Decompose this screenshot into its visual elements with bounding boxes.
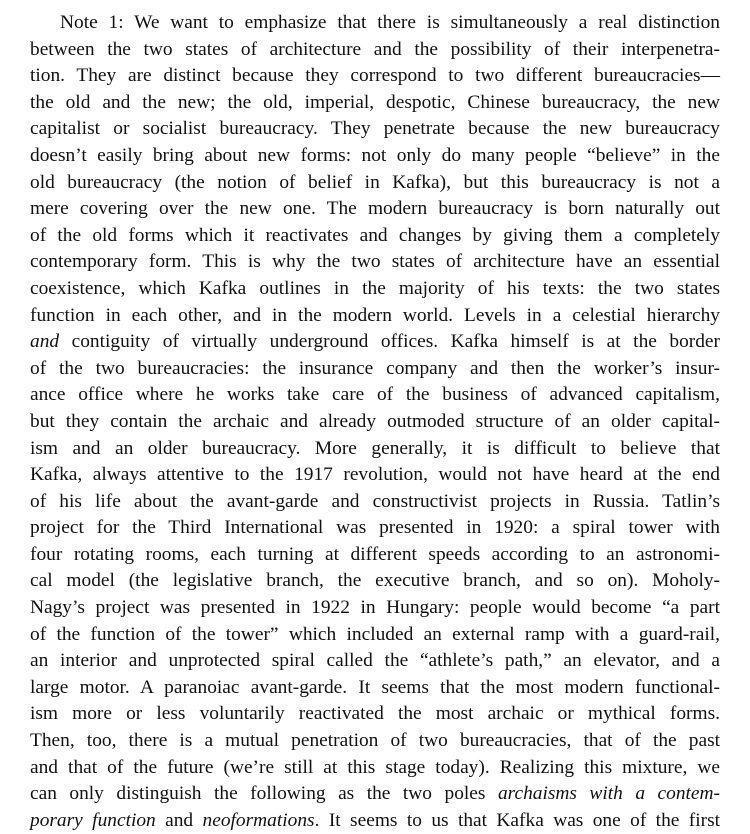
- text-line: [30, 63, 720, 90]
- text-segment: Note 1: We want to emphasize that there is simultaneously a real distinction: [60, 12, 720, 33]
- text-line: [30, 249, 720, 276]
- text-segment: ance office where he works take care of the business of advanced capitalism,: [30, 384, 720, 406]
- text-segment: of his life about the avant-garde and constructivist projects in Russia. Tatlin’s: [30, 490, 720, 512]
- text-line: [30, 701, 720, 728]
- text-segment: function in each other, and in the modern world. Levels in a celestial hierarchy: [30, 304, 720, 326]
- text-line: [30, 675, 720, 702]
- text-line: [30, 10, 720, 37]
- text-line: [30, 568, 720, 595]
- text-line: [30, 808, 720, 834]
- text-segment: cal model (the legislative branch, the executive branch, and so on). Moholy-: [30, 570, 720, 592]
- text-line: [30, 276, 720, 303]
- text-segment: of the function of the tower” which included an external ramp with a guard-rail,: [30, 623, 720, 645]
- text-line: [30, 143, 720, 170]
- text-segment: large motor. A paranoiac avant-garde. It seems that the most modern functional-: [30, 676, 720, 698]
- text-line: [30, 622, 720, 649]
- text-line: [30, 436, 720, 463]
- text-segment: mere covering over the new one. The modern bureaucracy is born naturally out: [30, 198, 720, 220]
- text-segment: and that of the future (we’re still at this stage today). Realizing this mixture, we: [30, 756, 720, 778]
- text-segment: doesn’t easily bring about new forms: not only do many people “believe” in the: [30, 144, 720, 166]
- text-segment: Nagy’s project was presented in 1922 in Hungary: people would become “a part: [30, 597, 720, 619]
- text-line: [30, 116, 720, 143]
- text-line: [30, 409, 720, 436]
- text-segment: capitalist or socialist bureaucracy. They penetrate because the new bureaucracy: [30, 118, 720, 140]
- text-line: [30, 728, 720, 755]
- text-line: [30, 303, 720, 330]
- text-segment: contemporary form. This is why the two states of architecture have an essential: [30, 251, 720, 273]
- text-line: [30, 37, 720, 64]
- text-line: [30, 489, 720, 516]
- italic-text: neoformations: [202, 809, 315, 831]
- italic-text: and: [30, 331, 60, 353]
- text-segment: Then, too, there is a mutual penetration of two bureaucracies, that of the past: [30, 730, 720, 752]
- text-segment: old bureaucracy (the notion of belief in Kafka), but this bureaucracy is not a: [30, 171, 720, 193]
- text-line: [30, 755, 720, 782]
- text-line: [30, 462, 720, 489]
- text-segment: between the two states of architecture and the possibility of their interpenetra-: [30, 38, 720, 60]
- text-line: [30, 595, 720, 622]
- text-line: [30, 382, 720, 409]
- text-segment: can only distinguish the following as the two poles: [30, 783, 498, 805]
- text-line: [30, 170, 720, 197]
- text-line: [30, 223, 720, 250]
- text-segment: coexistence, which Kafka outlines in the majority of his texts: the two states: [30, 277, 720, 299]
- text-segment: contiguity of virtually underground offices. Kafka himself is at the border: [59, 331, 720, 353]
- text-segment: of the two bureaucracies: the insurance company and then the worker’s insur-: [30, 357, 720, 379]
- italic-text: porary function: [30, 809, 156, 831]
- note-text-block: [30, 10, 720, 834]
- text-segment: and: [155, 809, 203, 831]
- text-line: [30, 648, 720, 675]
- text-line: [30, 542, 720, 569]
- text-segment: project for the Third International was presented in 1920: a spiral tower with: [30, 517, 720, 539]
- text-segment: an interior and unprotected spiral called the “athlete’s path,” an elevator, and a: [30, 650, 720, 672]
- text-line: [30, 90, 720, 117]
- text-line: [30, 356, 720, 383]
- text-segment: but they contain the archaic and already outmoded structure of an older capital-: [30, 410, 720, 432]
- text-line: [30, 329, 720, 356]
- text-line: [30, 196, 720, 223]
- italic-text: archaisms with a contem-: [497, 783, 720, 805]
- text-segment: four rotating rooms, each turning at different speeds according to an astronomi-: [30, 543, 720, 565]
- text-segment: the old and the new; the old, imperial, despotic, Chinese bureaucracy, the new: [30, 91, 720, 113]
- text-segment: tion. They are distinct because they correspond to two different bureaucracies—: [30, 65, 720, 87]
- text-segment: ism and an older bureaucracy. More generally, it is difficult to believe that: [30, 437, 720, 459]
- text-line: [30, 781, 720, 808]
- text-line: [30, 515, 720, 542]
- text-segment: ism more or less voluntarily reactivated the most archaic or mythical forms.: [30, 703, 720, 725]
- text-segment: . It seems to us that Kafka was one of the first: [314, 809, 720, 831]
- text-segment: of the old forms which it reactivates and changes by giving them a completely: [30, 224, 720, 246]
- text-segment: Kafka, always attentive to the 1917 revolution, would not have heard at the end: [30, 464, 720, 486]
